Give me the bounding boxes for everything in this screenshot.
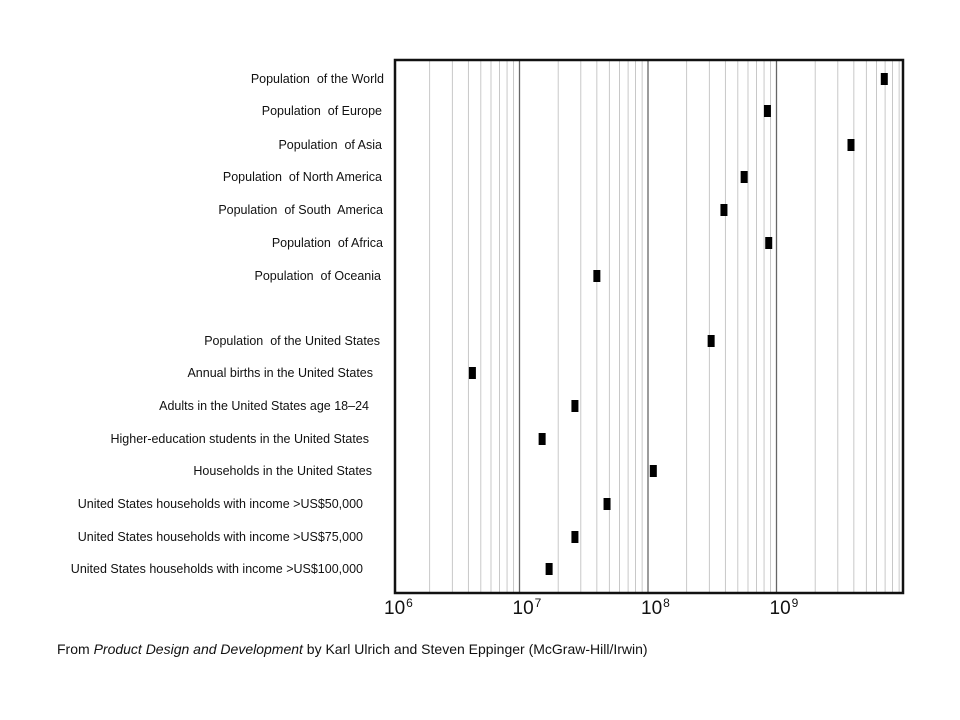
row-label: Population of North America (222, 170, 382, 184)
data-point-marker (546, 563, 553, 575)
data-point-marker (571, 400, 578, 412)
x-tick-label: $10^8$ (641, 596, 670, 619)
data-point-marker (571, 531, 578, 543)
data-markers (469, 73, 888, 575)
data-point-marker (881, 73, 888, 85)
x-tick-label: $10^9$ (769, 596, 799, 619)
row-label: Population of the World (250, 72, 384, 86)
data-point-marker (764, 105, 771, 117)
data-point-marker (741, 171, 748, 183)
row-label: Adults in the United States age 18–24 (159, 399, 369, 413)
row-labels (71, 72, 384, 576)
row-label: United States households with income >US$100,000 (70, 562, 363, 576)
row-label: Population of Oceania (254, 269, 381, 283)
row-label: Annual births in the United States (187, 366, 373, 380)
row-label: Population of Africa (271, 236, 383, 250)
x-tick-label: $10^6$ (384, 596, 413, 619)
data-point-marker (765, 237, 772, 249)
caption-book-title: Product Design and Development (93, 641, 303, 657)
grid-lines (430, 60, 899, 593)
row-label: United States households with income >US$75,000 (77, 530, 363, 544)
data-point-marker (539, 433, 546, 445)
row-label: Population of the United States (204, 334, 380, 348)
row-label: Population of Asia (278, 138, 382, 152)
row-label: Households in the United States (193, 464, 372, 478)
x-tick-label: $10^7$ (512, 596, 542, 619)
row-label: Population of Europe (261, 104, 382, 118)
x-axis-tick-labels (384, 596, 799, 619)
plot-frame (395, 60, 903, 593)
row-label: Population of South America (218, 203, 383, 217)
data-point-marker (720, 204, 727, 216)
data-point-marker (708, 335, 715, 347)
caption-suffix: by Karl Ulrich and Steven Eppinger (McGraw-Hill/Irwin) (302, 641, 648, 657)
data-point-marker (469, 367, 476, 379)
data-point-marker (593, 270, 600, 282)
data-point-marker (604, 498, 611, 510)
data-point-marker (848, 139, 855, 151)
data-point-marker (650, 465, 657, 477)
row-label: United States households with income >US$50,000 (77, 497, 363, 511)
row-label: Higher-education students in the United States (110, 432, 369, 446)
source-caption (57, 641, 648, 657)
caption-prefix: From (57, 641, 94, 657)
